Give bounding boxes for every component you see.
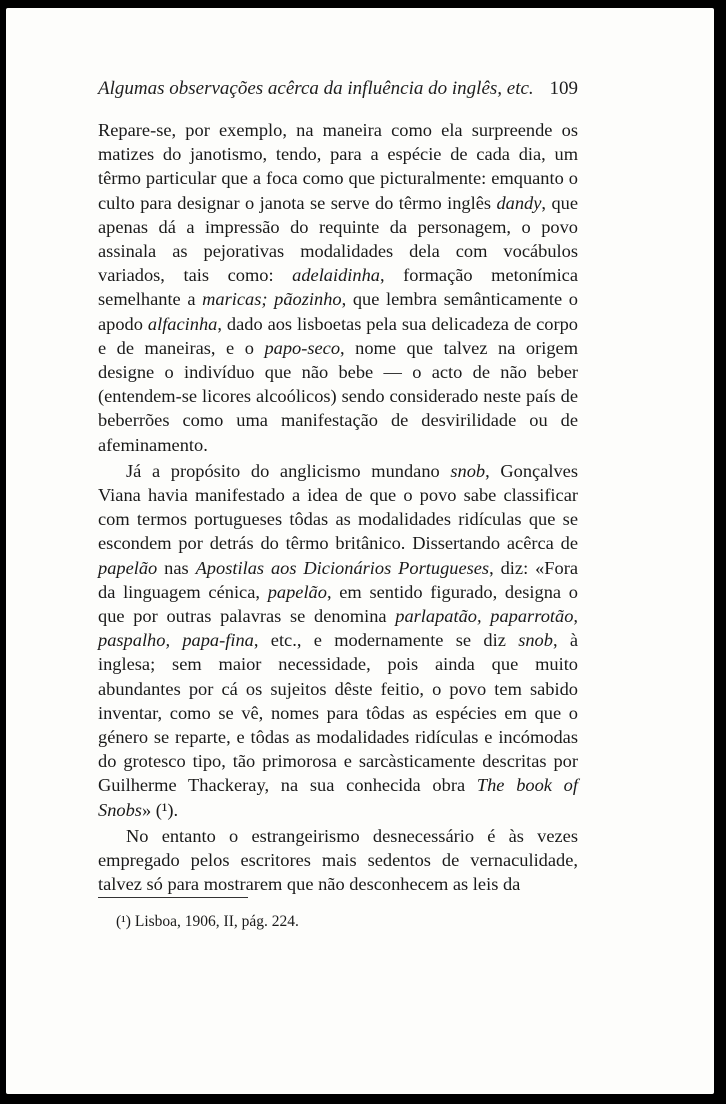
italic-text: snob [450, 460, 486, 481]
text-run: No entanto o estrangeirismo desnecessário é às vezes empregado pelos escritores mais sedentos de vernaculidade, talvez só para mostrarem que não desconhecem as leis da [98, 825, 578, 895]
text-run: , nome que talvez na origem designe o indivíduo que não bebe — o acto de não beber (entendem-se licores alcoólicos) sendo considerado neste país de beberrões como uma manifestação de desvirilidade ou de afeminamento. [98, 337, 578, 455]
text-run: , em sentido figurado, designa o que por outras palavras se denomina [98, 581, 578, 627]
text-run: , que apenas dá a impressão do requinte da personagem, o povo assinala as pejorativas modalidades dela com vocábulos variados, tais como: [98, 192, 579, 286]
footnote-divider [98, 897, 248, 898]
text-run: , Gonçalves Viana havia manifestado a idea de que o povo sabe classificar com termos portugueses tôdas as modalidades ridículas que se escondem por detrás do têrmo britânico. Dissertando acêrca de [98, 460, 578, 554]
text-run: , dado aos lisboetas pela sua delicadeza de corpo e de maneiras, e o [98, 313, 579, 358]
italic-text: parlapatão, paparrotão, paspalho, papa-fina [98, 606, 578, 651]
page-number: 109 [549, 78, 578, 99]
body-text [98, 118, 578, 897]
italic-text: papelão [267, 581, 327, 602]
italic-text: papelão [98, 557, 158, 578]
paragraph [98, 824, 578, 897]
text-run: , diz: «Fora da linguagem cénica, [98, 557, 578, 602]
text-run: Já a propósito do anglicismo mundano [126, 460, 451, 481]
italic-text: snob [518, 630, 553, 651]
italic-text: The book of Snobs [98, 775, 578, 820]
running-header [98, 78, 578, 100]
text-run: , à inglesa; sem maior necessidade, pois ainda que muito abundantes por cá os sujeitos dêste feitio, o povo tem sabido inventar, como se vê, nomes para tôdas as espécies em que o género se reparte, e tôdas as modalidades ridículas e incómodas do grotesco tipo, tão primorosa e sarcàsticamente descritas por Guilherme Thackeray, na sua conhecida obra [98, 630, 579, 796]
running-title: Algumas observações acêrca da influência do inglês, etc. [98, 78, 534, 99]
paragraph [98, 459, 578, 822]
text-run: Repare-se, por exemplo, na maneira como ela surpreende os matizes do janotismo, tendo, para a espécie de cada dia, um têrmo particular que a foca como que picturalmente: emquanto o culto para designar o janota se serve do têrmo inglês [98, 120, 578, 213]
italic-text: adelaidinha [292, 265, 380, 286]
text-run: , etc., e modernamente se diz [253, 630, 519, 651]
text-run: , formação metonímica semelhante a [98, 265, 578, 310]
paragraph [98, 118, 578, 457]
italic-text: papo-seco [264, 337, 341, 358]
italic-text: maricas; pãozinho [202, 289, 342, 310]
italic-text: alfacinha [147, 313, 218, 334]
book-page [6, 8, 714, 1094]
footnote: (¹) Lisboa, 1906, II, pág. 224. [116, 913, 299, 930]
italic-text: Apostilas aos Dicionários Portugueses [195, 557, 490, 578]
text-run: » (¹). [141, 799, 179, 820]
text-run: , que lembra semânticamente o apodo [98, 289, 578, 334]
text-run: nas [157, 557, 196, 578]
italic-text: dandy [496, 192, 542, 213]
